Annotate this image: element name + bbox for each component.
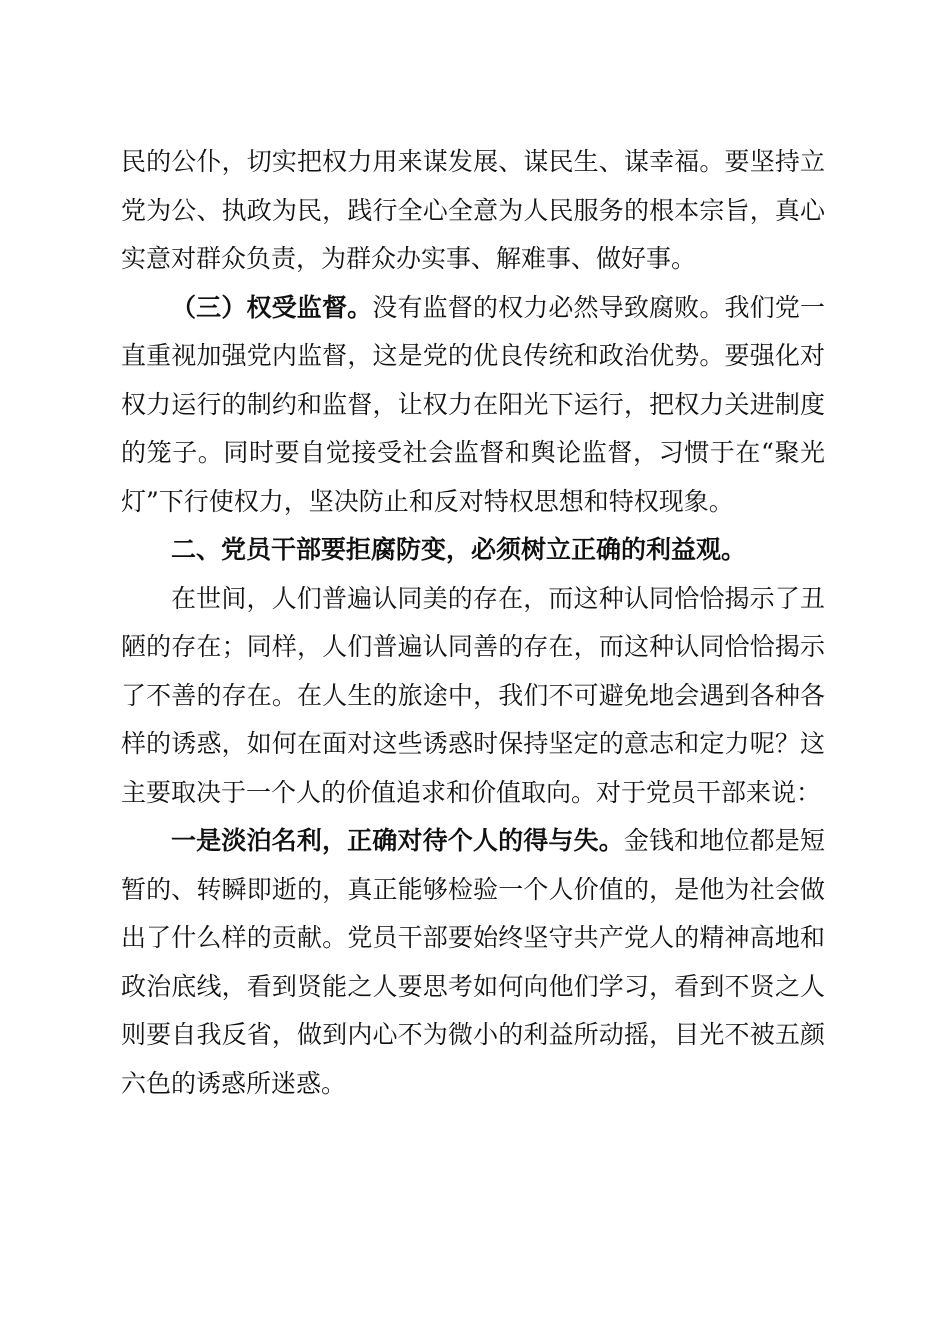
document-body bbox=[121, 138, 825, 1108]
paragraph-text: 金钱和地位都是短暂的、转瞬即逝的，真正能够检验一个人价值的，是他为社会做出了什么样的贡献。党员干部要始终坚守共产党人的精神高地和政治底线，看到贤能之人要思考如何向他们学习，看到不贤之人则要自我反省，做到内心不为微小的利益所动摇，目光不被五颜六色的诱惑所迷惑。 bbox=[121, 826, 825, 1098]
paragraph-power-supervised bbox=[121, 284, 825, 527]
paragraph-lead: 一是淡泊名利，正确对待个人的得与失。 bbox=[171, 826, 624, 855]
paragraph-temptation bbox=[121, 575, 825, 818]
paragraph-public-servant bbox=[121, 138, 825, 284]
paragraph-text: 民的公仆，切实把权力用来谋发展、谋民生、谋幸福。要坚持立党为公、执政为民，践行全心全意为人民服务的根本宗旨，真心实意对群众负责，为群众办实事、解难事、做好事。 bbox=[121, 147, 825, 273]
section-heading-two: 二、党员干部要拒腐防变，必须树立正确的利益观。 bbox=[171, 535, 747, 564]
paragraph-text: 没有监督的权力必然导致腐败。我们党一直重视加强党内监督，这是党的优良传统和政治优势。要强化对权力运行的制约和监督，让权力在阳光下运行，把权力关进制度的笼子。同时要自觉接受社会监督和舆论监督，习惯于在“聚光灯”下行使权力，坚决防止和反对特权思想和特权现象。 bbox=[121, 292, 825, 516]
paragraph-fame-and-gain bbox=[121, 817, 825, 1108]
paragraph-lead: （三）权受监督。 bbox=[171, 292, 373, 322]
paragraph-text: 在世间，人们普遍认同美的存在，而这种认同恰恰揭示了丑陋的存在；同样，人们普遍认同善的存在，而这种认同恰恰揭示了不善的存在。在人生的旅途中，我们不可避免地会遇到各种各样的诱惑，如何在面对这些诱惑时保持坚定的意志和定力呢？这主要取决于一个人的价值追求和价值取向。对于党员干部来说： bbox=[121, 583, 825, 807]
